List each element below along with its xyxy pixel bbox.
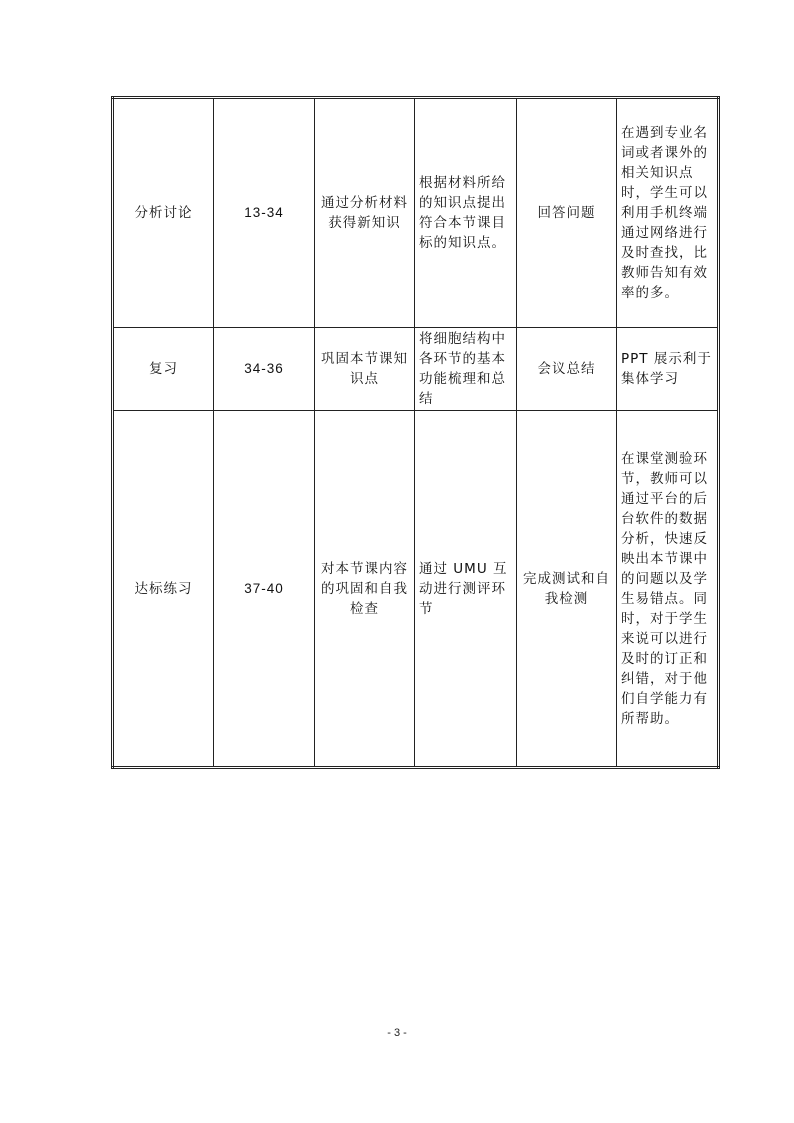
content-cell: 通过 UMU 互动进行测评环节 [415, 411, 517, 768]
student-activity-cell: 回答问题 [517, 98, 617, 328]
step-cell: 分析讨论 [113, 98, 214, 328]
lesson-plan-table [111, 96, 720, 769]
student-activity-cell: 完成测试和自我检测 [517, 411, 617, 768]
student-activity-cell: 会议总结 [517, 328, 617, 411]
content-cell: 根据材料所给的知识点提出符合本节课目标的知识点。 [415, 98, 517, 328]
note-cell: 在遇到专业名词或者课外的相关知识点时，学生可以利用手机终端通过网络进行及时查找，比教师告知有效率的多。 [617, 98, 719, 328]
table-row [113, 411, 719, 768]
time-cell: 34-36 [214, 328, 315, 411]
goal-cell: 巩固本节课知识点 [315, 328, 415, 411]
goal-cell: 通过分析材料获得新知识 [315, 98, 415, 328]
time-cell: 37-40 [214, 411, 315, 768]
step-cell: 达标练习 [113, 411, 214, 768]
time-cell: 13-34 [214, 98, 315, 328]
note-cell: 在课堂测验环节，教师可以通过平台的后台软件的数据分析，快速反映出本节课中的问题以及学生易错点。同时，对于学生来说可以进行及时的订正和纠错，对于他们自学能力有所帮助。 [617, 411, 719, 768]
content-cell: 将细胞结构中各环节的基本功能梳理和总结 [415, 328, 517, 411]
table-row [113, 98, 719, 328]
note-cell: PPT 展示利于集体学习 [617, 328, 719, 411]
goal-cell: 对本节课内容的巩固和自我检查 [315, 411, 415, 768]
table-row [113, 328, 719, 411]
step-cell: 复习 [113, 328, 214, 411]
page-number: - 3 - [387, 1027, 407, 1039]
